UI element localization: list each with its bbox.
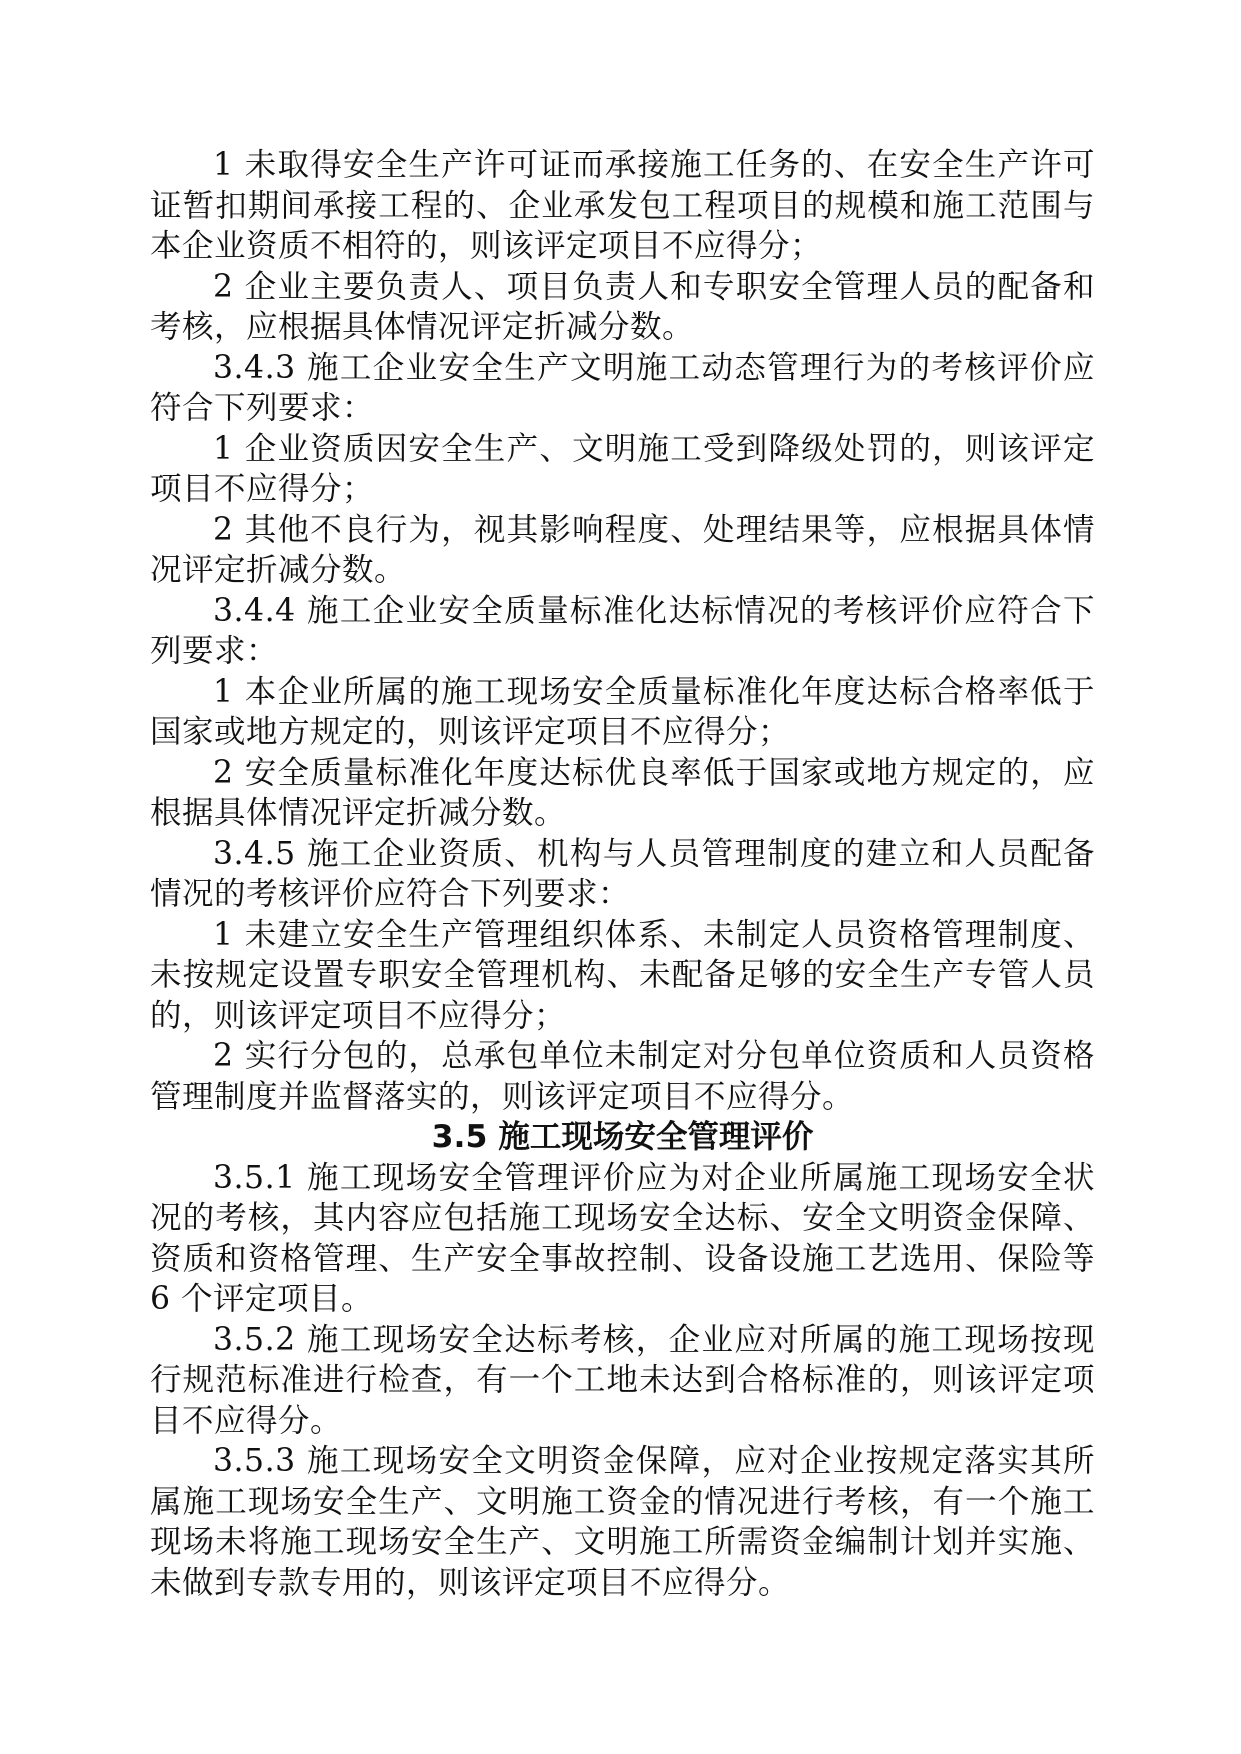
clause-3-4-3-item-1: 1 企业资质因安全生产、文明施工受到降级处罚的，则该评定项目不应得分； xyxy=(150,430,1095,507)
clause-3-4-2-item-1: 1 未取得安全生产许可证而承接施工任务的、在安全生产许可证暂扣期间承接工程的、企业承发包工程项目的规模和施工范围与本企业资质不相符的，则该评定项目不应得分； xyxy=(150,147,1095,264)
clause-3-4-5-item-2: 2 实行分包的，总承包单位未制定对分包单位资质和人员资格管理制度并监督落实的，则该评定项目不应得分。 xyxy=(150,1038,1095,1115)
clause-3-4-3-item-2: 2 其他不良行为，视其影响程度、处理结果等，应根据具体情况评定折减分数。 xyxy=(150,511,1095,588)
clause-3-4-4: 3.4.4 施工企业安全质量标准化达标情况的考核评价应符合下列要求： xyxy=(150,592,1095,669)
section-heading: 3.5 施工现场安全管理评价 xyxy=(431,1119,814,1155)
clause-3-4-5: 3.4.5 施工企业资质、机构与人员管理制度的建立和人员配备情况的考核评价应符合下列要求： xyxy=(150,835,1095,912)
clause-3-4-4-item-2: 2 安全质量标准化年度达标优良率低于国家或地方规定的，应根据具体情况评定折减分数。 xyxy=(150,754,1095,831)
clause-3-4-3: 3.4.3 施工企业安全生产文明施工动态管理行为的考核评价应符合下列要求： xyxy=(150,349,1095,426)
clause-3-5-3: 3.5.3 施工现场安全文明资金保障，应对企业按规定落实其所属施工现场安全生产、文明施工资金的情况进行考核，有一个施工现场未将施工现场安全生产、文明施工所需资金编制计划并实施、未做到专款专用的，则该评定项目不应得分。 xyxy=(150,1443,1095,1601)
document-page xyxy=(150,145,1095,1603)
clause-3-4-5-item-1: 1 未建立安全生产管理组织体系、未制定人员资格管理制度、未按规定设置专职安全管理机构、未配备足够的安全生产专管人员的，则该评定项目不应得分； xyxy=(150,916,1095,1034)
clause-3-4-4-item-1: 1 本企业所属的施工现场安全质量标准化年度达标合格率低于国家或地方规定的，则该评定项目不应得分； xyxy=(150,673,1095,750)
clause-3-4-2-item-2: 2 企业主要负责人、项目负责人和专职安全管理人员的配备和考核，应根据具体情况评定折减分数。 xyxy=(150,268,1095,345)
clause-3-5-1: 3.5.1 施工现场安全管理评价应为对企业所属施工现场安全状况的考核，其内容应包括施工现场安全达标、安全文明资金保障、资质和资格管理、生产安全事故控制、设备设施工艺选用、保险等 6 个评定项目。 xyxy=(150,1159,1095,1317)
clause-3-5-2: 3.5.2 施工现场安全达标考核，企业应对所属的施工现场按现行规范标准进行检查，有一个工地未达到合格标准的，则该评定项目不应得分。 xyxy=(150,1321,1095,1439)
